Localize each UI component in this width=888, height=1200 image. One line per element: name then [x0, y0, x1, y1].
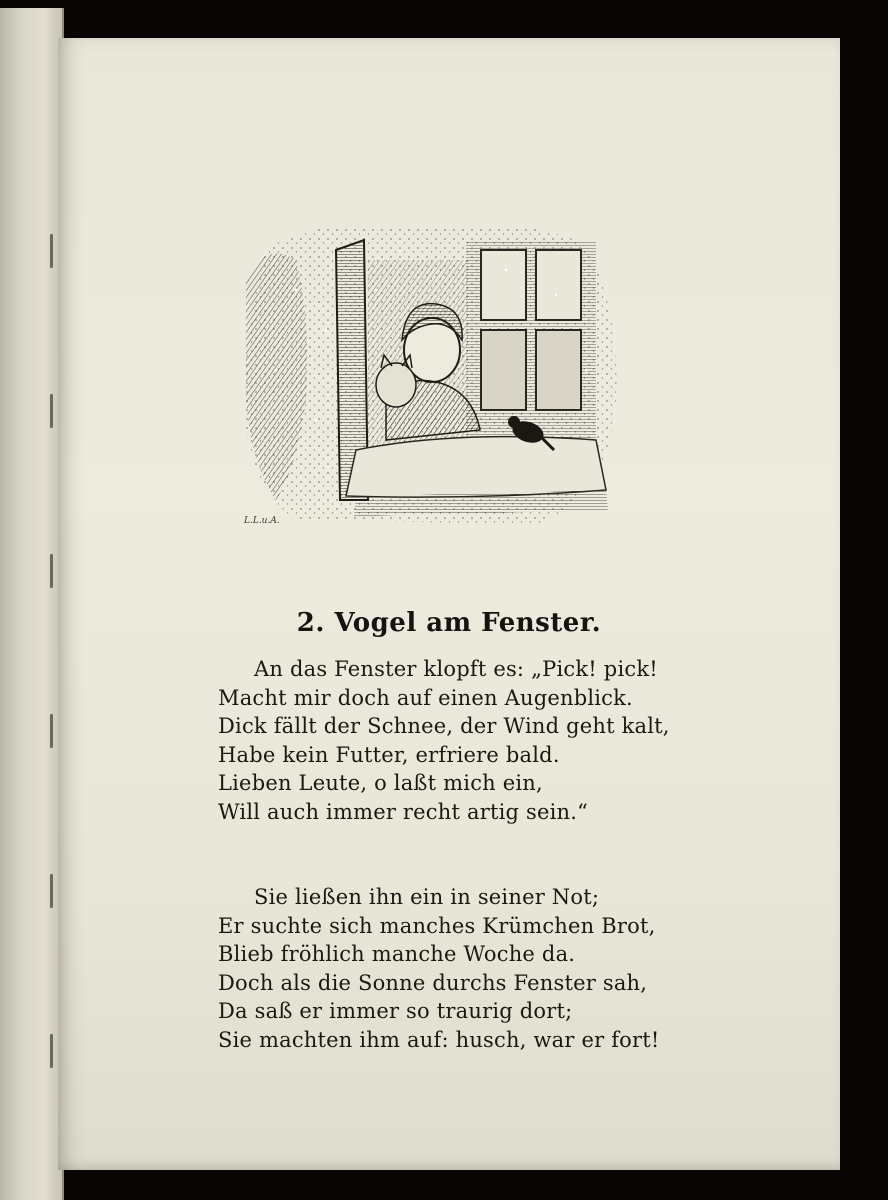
poem-line: Blieb fröhlich manche Woche da.: [218, 942, 576, 967]
book-binding-edge: [0, 8, 64, 1200]
poem-stanza-1: [218, 655, 778, 827]
binding-stitch: [50, 394, 53, 428]
poem-line: Habe kein Futter, erfriere bald.: [218, 742, 560, 767]
engraving-girl-at-window-with-cat-and-bird-icon: [236, 200, 622, 530]
poem-line: Da saß er immer so traurig dort;: [218, 999, 573, 1024]
poem-line: An das Fenster klopft es: „Pick! pick!: [254, 657, 658, 681]
binding-stitch: [50, 234, 53, 268]
poem-line: Er suchte sich manches Krümchen Brot,: [218, 913, 656, 938]
poem-stanza-2: [218, 883, 778, 1055]
poem-line: Sie ließen ihn ein in seiner Not;: [254, 885, 600, 909]
binding-stitch: [50, 554, 53, 588]
poem-title: 2. Vogel am Fenster.: [296, 608, 602, 638]
binding-stitch: [50, 874, 53, 908]
poem-line: Sie machten ihm auf: husch, war er fort!: [218, 1027, 660, 1052]
poem-line: Macht mir doch auf einen Augenblick.: [218, 685, 633, 710]
binding-stitch: [50, 714, 53, 748]
engraver-signature: L.L.u.A.: [244, 516, 280, 526]
book-page: [58, 38, 840, 1170]
poem-line: Dick fällt der Schnee, der Wind geht kalt,: [218, 714, 670, 739]
binding-stitch: [50, 1034, 53, 1068]
poem-line: Will auch immer recht artig sein.“: [218, 799, 589, 824]
poem-line: Lieben Leute, o laßt mich ein,: [218, 771, 543, 796]
poem-line: Doch als die Sonne durchs Fenster sah,: [218, 970, 648, 995]
